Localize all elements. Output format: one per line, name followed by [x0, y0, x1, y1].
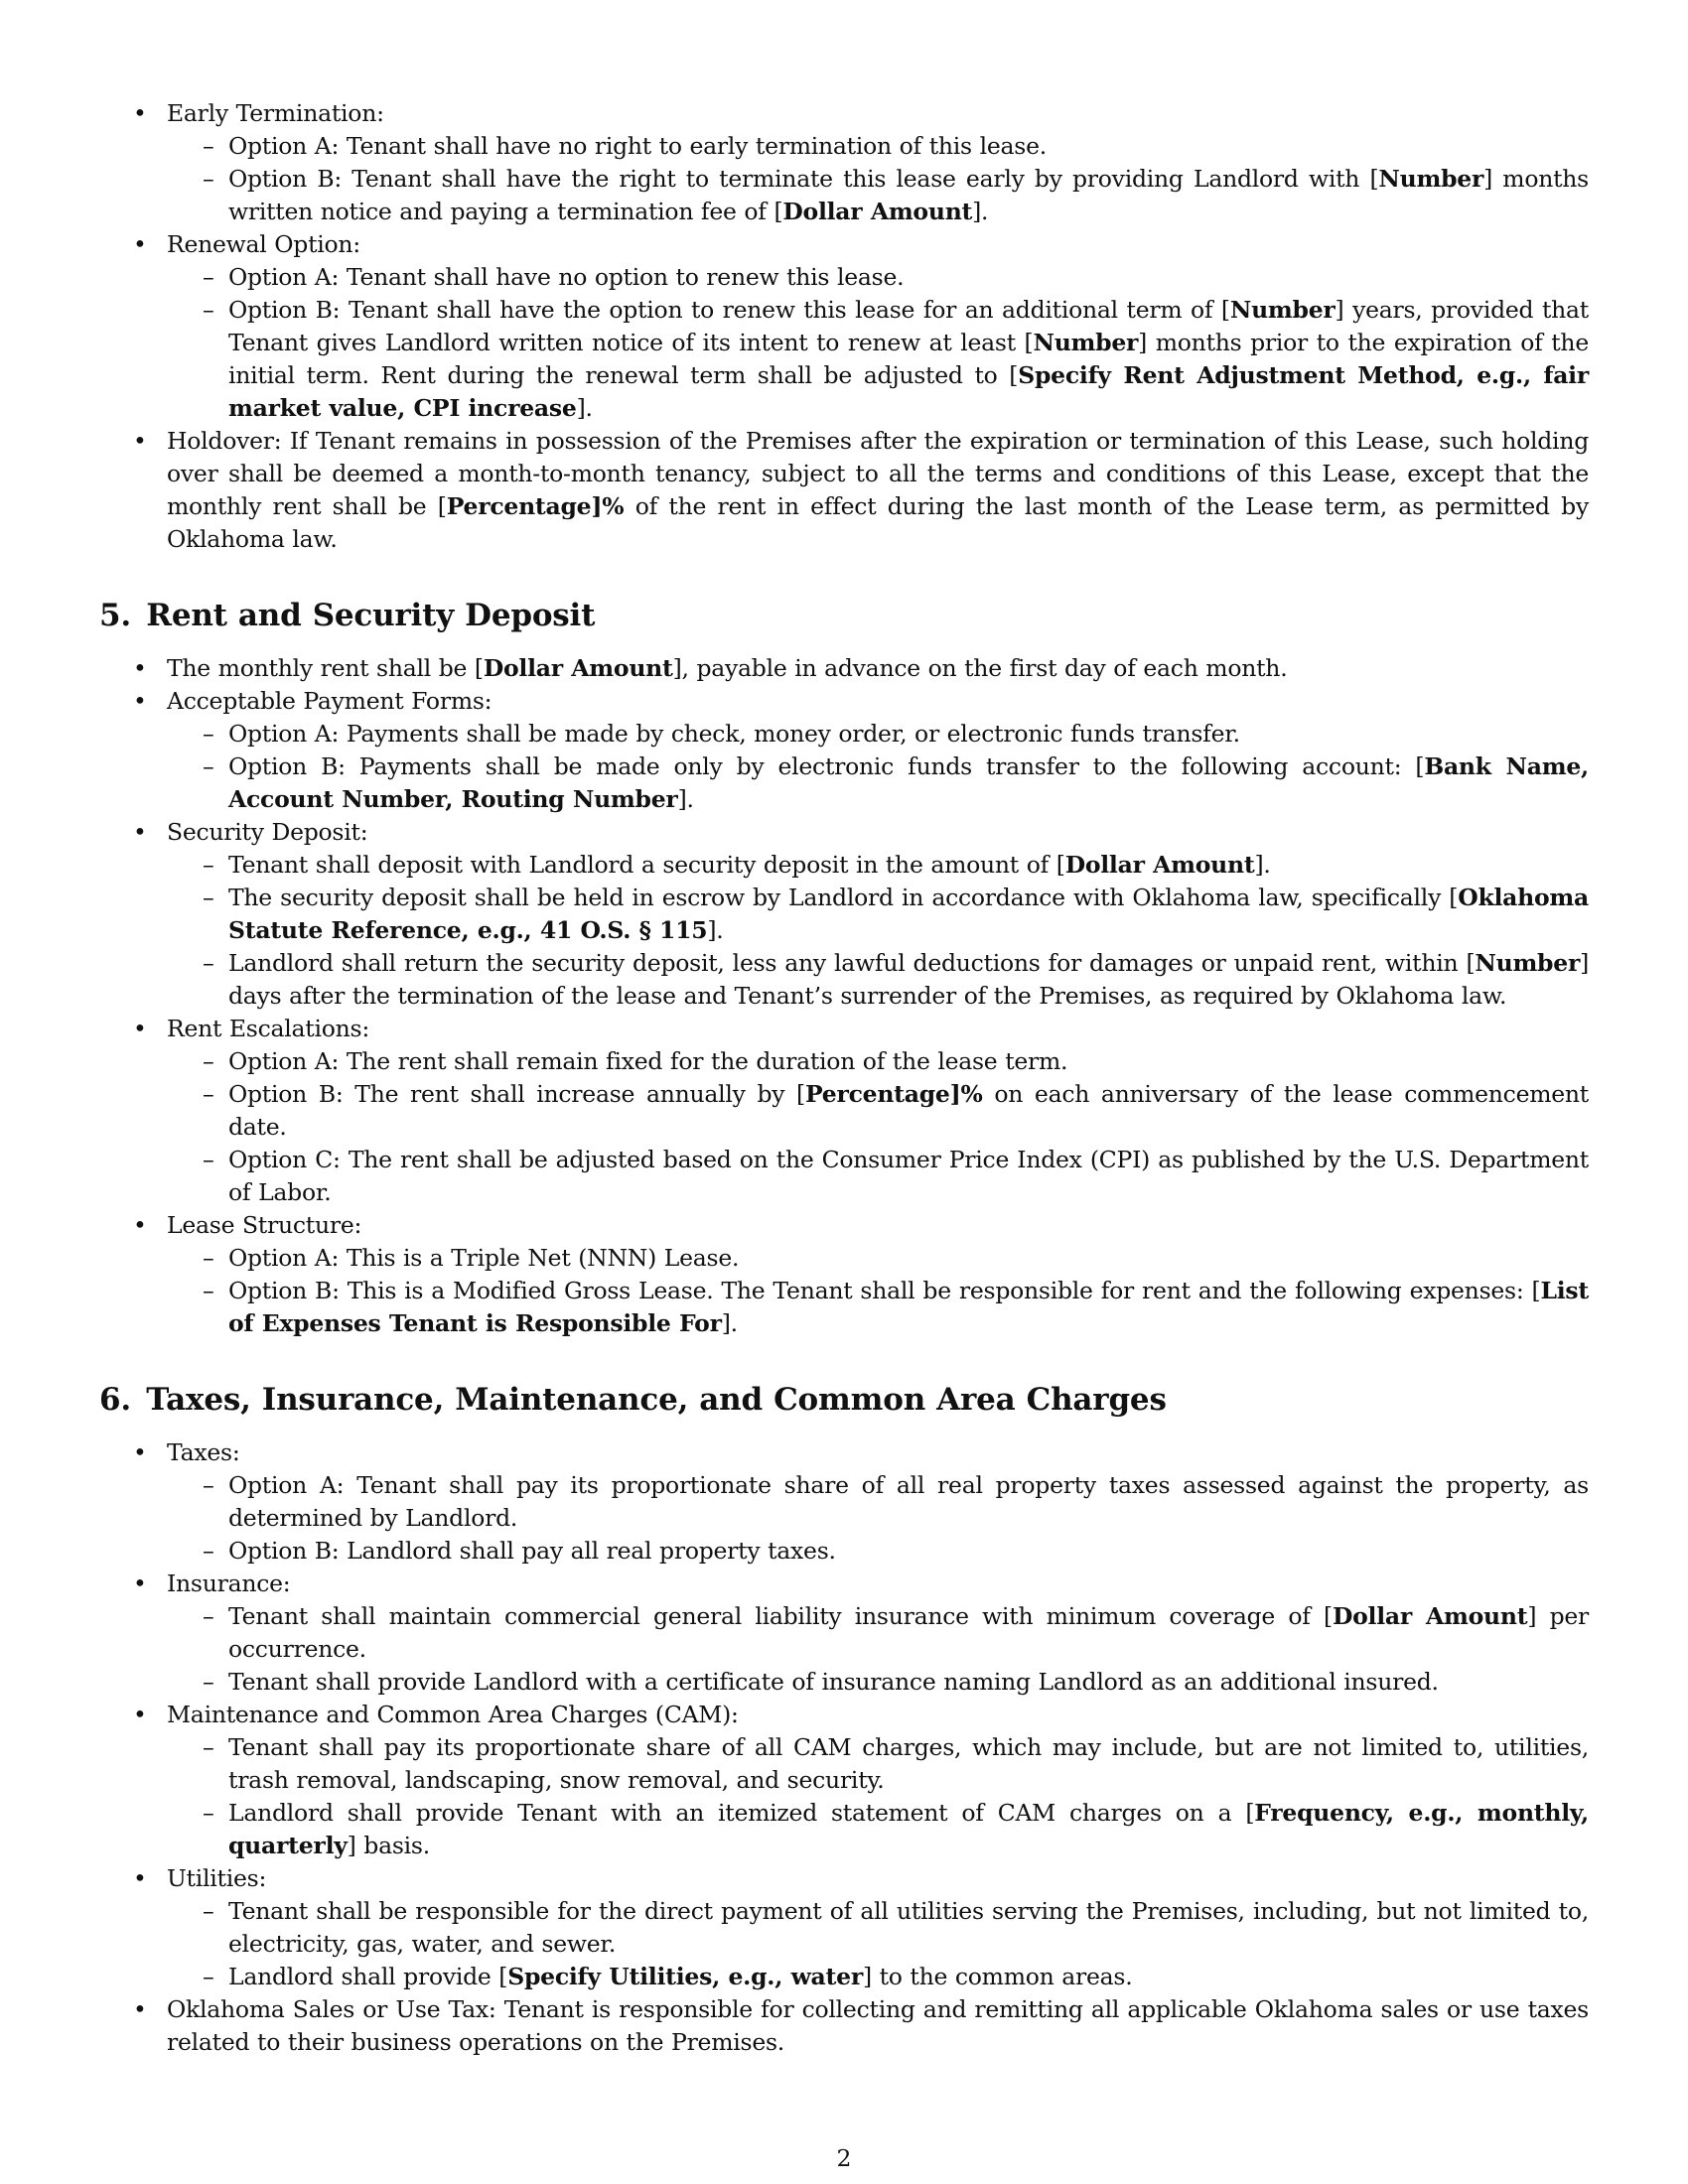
item-text: Tenant shall provide Landlord with a certificate of insurance naming Landlord as an additional insured. [228, 1668, 1439, 1696]
item-text: Landlord shall provide [ [228, 1963, 508, 1990]
page-number: 2 [836, 2144, 852, 2172]
sub-list [167, 1469, 1589, 1568]
section-5-list [99, 652, 1589, 1340]
item-text: ], payable in advance on the first day of each month. [672, 654, 1288, 682]
placeholder-field: Dollar Amount [1064, 851, 1255, 879]
list-item-holdover [99, 425, 1589, 556]
sub-list [167, 1045, 1589, 1209]
placeholder-field: Percentage]% [446, 492, 625, 520]
item-text: The security deposit shall be held in escrow by Landlord in accordance with Oklahoma law, specifically [ [228, 884, 1459, 911]
item-label: Acceptable Payment Forms: [167, 687, 492, 715]
placeholder-field: Percentage]% [804, 1080, 983, 1108]
placeholder-field: Number [1033, 329, 1139, 356]
item-text: Oklahoma Sales or Use Tax: Tenant is responsible for collecting and remitting all applicable Oklahoma sales or use taxes related to their business operations on the Premises. [167, 1995, 1589, 2056]
placeholder-field: Number [1378, 165, 1484, 193]
sub-item [167, 1144, 1589, 1209]
item-text: ]. [721, 1309, 738, 1337]
placeholder-field: Dollar Amount [483, 654, 673, 682]
list-item-early-termination [99, 97, 1589, 228]
sub-item [167, 718, 1589, 751]
item-text: Option A: Tenant shall pay its proportionate share of all real property taxes assessed against the property, as determined by Landlord. [228, 1471, 1589, 1532]
list-item-insurance [99, 1568, 1589, 1699]
item-text: ] basis. [347, 1832, 430, 1859]
sub-item [167, 1275, 1589, 1340]
item-text: on each anniversary of the lease commencement date. [228, 1080, 1589, 1141]
item-text: Option A: The rent shall remain fixed for the duration of the lease term. [228, 1047, 1068, 1075]
item-text: ]. [707, 916, 724, 944]
list-item-monthly-rent [99, 652, 1589, 685]
placeholder-field: Oklahoma Statute Reference, e.g., 41 O.S. § 115 [228, 884, 1589, 944]
list-item-security-deposit [99, 816, 1589, 1013]
list-item-taxes [99, 1436, 1589, 1568]
sub-item [167, 130, 1589, 163]
sub-item [167, 882, 1589, 947]
item-label: Renewal Option: [167, 230, 360, 258]
item-text: Tenant shall maintain commercial general liability insurance with minimum coverage of [ [228, 1602, 1333, 1630]
sub-item [167, 163, 1589, 228]
list-item-cam [99, 1699, 1589, 1862]
item-text: ]. [576, 394, 593, 422]
sub-list [167, 1600, 1589, 1699]
section-heading: 6. Taxes, Insurance, Maintenance, and Common Area Charges [99, 1382, 1167, 1418]
item-text: Option B: This is a Modified Gross Lease. The Tenant shall be responsible for rent and the following expenses: [ [228, 1277, 1541, 1304]
list-item-utilities [99, 1862, 1589, 1993]
list-item-rent-escalations [99, 1013, 1589, 1209]
sub-list [167, 261, 1589, 425]
page-content [99, 97, 1589, 2059]
item-text: Option C: The rent shall be adjusted based on the Consumer Price Index (CPI) as published by the U.S. Department of Labor. [228, 1146, 1589, 1206]
item-text: ] days after the termination of the lease and Tenant’s surrender of the Premises, as required by Oklahoma law. [228, 949, 1589, 1010]
placeholder-field: Number [1229, 296, 1336, 324]
sub-item [167, 1895, 1589, 1961]
list-item-payment-forms [99, 685, 1589, 816]
item-label: Utilities: [167, 1864, 267, 1892]
sub-item [167, 1078, 1589, 1144]
item-text: Option B: The rent shall increase annually by [ [228, 1080, 805, 1108]
sub-list [167, 1895, 1589, 1993]
sub-item [167, 1535, 1589, 1568]
item-text: Option B: Tenant shall have the option to renew this lease for an additional term of [ [228, 296, 1230, 324]
item-text: Holdover: If Tenant remains in possession of the Premises after the expiration or termination of this Lease, such holding over shall be deemed a month-to-month tenancy, subject to all the terms and conditions of this Lease, except that the monthly rent shall be [ [167, 427, 1589, 520]
item-text: ] months written notice and paying a termination fee of [ [228, 165, 1589, 225]
sub-item [167, 1666, 1589, 1699]
item-text: Option B: Landlord shall pay all real property taxes. [228, 1537, 836, 1565]
item-text: ] to the common areas. [862, 1963, 1133, 1990]
sub-item [167, 947, 1589, 1013]
sub-item [167, 1961, 1589, 1993]
placeholder-field: Frequency, e.g., monthly, quarterly [228, 1799, 1589, 1859]
section-heading: 5. Rent and Security Deposit [99, 598, 596, 633]
placeholder-field: Dollar Amount [1332, 1602, 1528, 1630]
item-text: The monthly rent shall be [ [167, 654, 484, 682]
item-text: Landlord shall return the security deposit, less any lawful deductions for damages or unpaid rent, within [ [228, 949, 1476, 977]
item-text: Landlord shall provide Tenant with an itemized statement of CAM charges on a [ [228, 1799, 1255, 1827]
item-label: Early Termination: [167, 99, 384, 127]
sub-item [167, 1242, 1589, 1275]
item-text: ] per occurrence. [228, 1602, 1590, 1663]
item-label: Maintenance and Common Area Charges (CAM): [167, 1701, 739, 1728]
item-text: Option B: Tenant shall have the right to terminate this lease early by providing Landlord with [ [228, 165, 1379, 193]
sub-item [167, 1469, 1589, 1535]
item-text: of the rent in effect during the last month of the Lease term, as permitted by Oklahoma law. [167, 492, 1589, 553]
sub-list [167, 1731, 1589, 1862]
sub-item [167, 1797, 1589, 1862]
sub-item [167, 261, 1589, 294]
placeholder-field: Bank Name, Account Number, Routing Number [228, 752, 1589, 813]
item-label: Rent Escalations: [167, 1015, 370, 1042]
sub-item [167, 751, 1589, 816]
sub-item [167, 1731, 1589, 1797]
item-text: ] months prior to the expiration of the initial term. Rent during the renewal term shall be adjusted to [ [228, 329, 1589, 389]
item-text: Tenant shall deposit with Landlord a security deposit in the amount of [ [228, 851, 1065, 879]
sub-list [167, 130, 1589, 228]
sub-list [167, 1242, 1589, 1340]
item-text: ]. [1254, 851, 1271, 879]
placeholder-field: Number [1475, 949, 1581, 977]
item-label: Lease Structure: [167, 1211, 362, 1239]
item-text: Tenant shall be responsible for the direct payment of all utilities serving the Premises, including, but not limited to, electricity, gas, water, and sewer. [228, 1897, 1589, 1958]
item-label: Insurance: [167, 1570, 291, 1597]
item-text: Option A: Tenant shall have no right to early termination of this lease. [228, 132, 1047, 160]
item-text: ] years, provided that Tenant gives Landlord written notice of its intent to renew at least [ [228, 296, 1589, 356]
placeholder-field: List of Expenses Tenant is Responsible For [228, 1277, 1589, 1337]
sub-item [167, 849, 1589, 882]
list-item-oklahoma-tax [99, 1993, 1589, 2059]
item-text: Option A: Payments shall be made by check, money order, or electronic funds transfer. [228, 720, 1240, 748]
item-text: Option B: Payments shall be made only by electronic funds transfer to the following account: [ [228, 752, 1425, 780]
item-text: ]. [677, 785, 694, 813]
sub-item [167, 294, 1589, 425]
list-item-renewal-option [99, 228, 1589, 425]
placeholder-field: Dollar Amount [782, 198, 973, 225]
sub-list [167, 849, 1589, 1013]
item-text: Tenant shall pay its proportionate share of all CAM charges, which may include, but are not limited to, utilities, trash removal, landscaping, snow removal, and security. [228, 1733, 1589, 1794]
placeholder-field: Specify Utilities, e.g., water [507, 1963, 863, 1990]
item-text: Option A: Tenant shall have no option to renew this lease. [228, 263, 905, 291]
item-label: Security Deposit: [167, 818, 368, 846]
item-text: ]. [972, 198, 989, 225]
section-6-list [99, 1436, 1589, 2059]
sub-item [167, 1045, 1589, 1078]
placeholder-field: Specify Rent Adjustment Method, e.g., fair market value, CPI increase [228, 361, 1589, 422]
item-text: Option A: This is a Triple Net (NNN) Lease. [228, 1244, 740, 1272]
sub-list [167, 718, 1589, 816]
list-item-lease-structure [99, 1209, 1589, 1340]
sub-item [167, 1600, 1589, 1666]
section-4-list [99, 97, 1589, 556]
item-label: Taxes: [167, 1438, 240, 1466]
